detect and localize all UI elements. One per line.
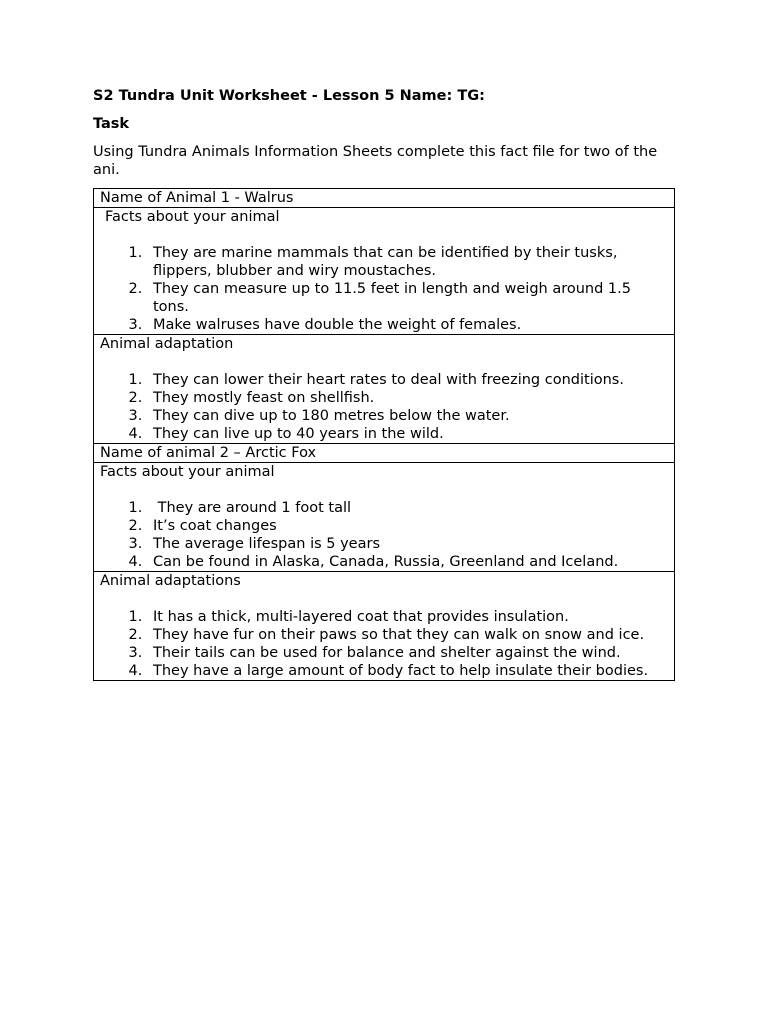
- worksheet-title: S2 Tundra Unit Worksheet - Lesson 5 Name: TG:: [93, 88, 485, 104]
- animal2-adapt-heading: Animal adaptations: [100, 573, 241, 589]
- list-item: 2. They mostly feast on shellfish.: [147, 389, 668, 407]
- list-item: 2. They have fur on their paws so that they can walk on snow and ice.: [147, 626, 668, 644]
- table-row: [94, 189, 675, 208]
- animal1-adapt-cell: [94, 335, 675, 444]
- list-item: 1. It has a thick, multi-layered coat that provides insulation.: [147, 608, 668, 626]
- animal1-adapt-list: [100, 371, 668, 443]
- animal1-facts-cell: [94, 208, 675, 335]
- list-item: 4. They have a large amount of body fact to help insulate their bodies.: [147, 662, 668, 680]
- task-heading: Task: [93, 116, 130, 132]
- fact-file-table: [93, 188, 675, 681]
- animal2-name-cell: Name of animal 2 – Arctic Fox: [94, 444, 675, 463]
- table-row: [94, 335, 675, 444]
- list-item: 3. They can dive up to 180 metres below the water.: [147, 407, 668, 425]
- animal2-adapt-cell: [94, 572, 675, 681]
- list-item: 2. They can measure up to 11.5 feet in length and weigh around 1.5 tons.: [147, 280, 668, 316]
- list-item: 4. They can live up to 40 years in the wild.: [147, 425, 668, 443]
- animal2-facts-list: [100, 499, 668, 571]
- animal2-facts-cell: [94, 463, 675, 572]
- list-item: 2. It’s coat changes: [147, 517, 668, 535]
- animal1-name-cell: Name of Animal 1 - Walrus: [94, 189, 675, 208]
- task-intro: Using Tundra Animals Information Sheets complete this fact file for two of the ani.: [93, 144, 658, 178]
- list-item: 4. Can be found in Alaska, Canada, Russia, Greenland and Iceland.: [147, 553, 668, 571]
- list-item: 3. Make walruses have double the weight of females.: [147, 316, 668, 334]
- list-item: 3. The average lifespan is 5 years: [147, 535, 668, 553]
- animal2-adapt-list: [100, 608, 668, 680]
- animal2-facts-heading: Facts about your animal: [100, 464, 275, 480]
- table-row: [94, 208, 675, 335]
- list-item: 3. Their tails can be used for balance and shelter against the wind.: [147, 644, 668, 662]
- table-row: [94, 444, 675, 463]
- list-item: 1. They are marine mammals that can be identified by their tusks, flippers, blubber and wiry moustaches.: [147, 244, 668, 280]
- list-item: 1. They are around 1 foot tall: [147, 499, 668, 517]
- animal1-adapt-heading: Animal adaptation: [100, 336, 234, 352]
- animal1-facts-list: [100, 244, 668, 334]
- table-row: [94, 572, 675, 681]
- list-item: 1. They can lower their heart rates to deal with freezing conditions.: [147, 371, 668, 389]
- table-row: [94, 463, 675, 572]
- animal1-facts-heading: Facts about your animal: [105, 209, 280, 225]
